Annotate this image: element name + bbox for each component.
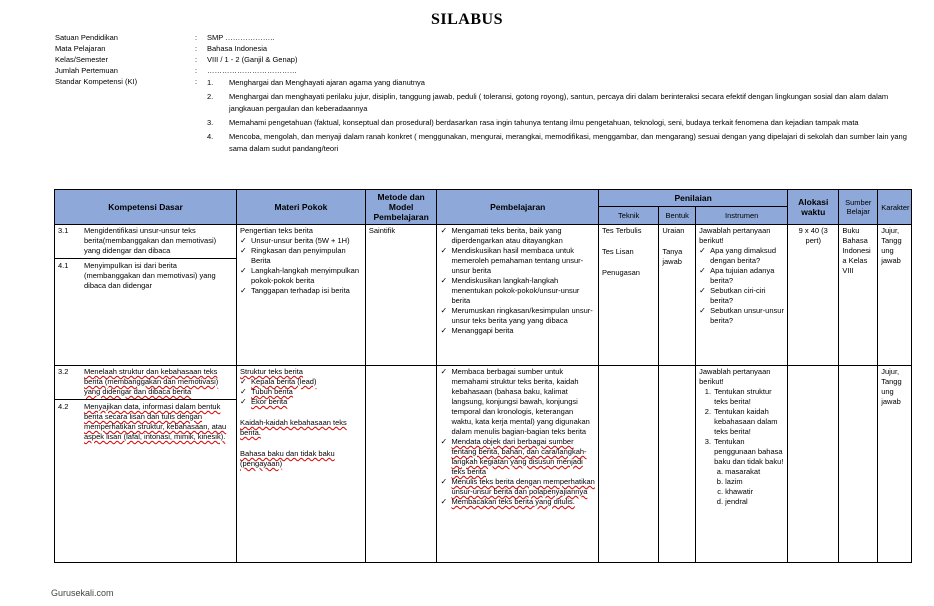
cell-bentuk	[659, 366, 696, 563]
instrumen-intro: Jawablah pertanyaan berikut!	[699, 226, 771, 245]
list-item: 3. Tentukan penggunaan bahasa baku dan tidak baku!	[713, 437, 784, 467]
header-instrumen: Instrumen	[696, 207, 788, 225]
cell-teknik	[599, 366, 659, 563]
ki-number: 3.	[207, 118, 214, 127]
list-item: ✓ Mendiskusikan langkah-langkah menentukan pokok-pokok/unsur-unsur berita	[440, 276, 595, 306]
list-item: ✓ Menulis teks berita dengan memperhatikan unsur-unsur berita dan polapenyajiannya	[440, 477, 595, 497]
info-colon: :	[195, 77, 198, 86]
info-value: VIII / 1 - 2 (Ganjil & Genap)	[207, 55, 298, 64]
header-materi-pokok: Materi Pokok	[237, 190, 366, 225]
ki-text: Mencoba, mengolah, dan menyaji dalam ranah konkret ( menggunakan, mengurai, merangkai, memodifikasi, menggambar, dan mengarang) sesuai dengan yang dipelajari di sekolah dan sumber lain yang sama dalam sudut pandang/teori	[229, 132, 907, 153]
ki-item	[207, 131, 917, 155]
cell-pembelajaran	[437, 366, 599, 563]
materi-title: Struktur teks berita	[240, 367, 303, 376]
teknik-item: Penugasan	[602, 268, 640, 277]
cell-kompetensi-dasar	[55, 366, 237, 563]
list-item: ✓ Merumuskan ringkasan/kesimpulan unsur-unsur teks berita yang yang dibaca	[440, 306, 595, 326]
ki-text: Menghargai dan menghayati perilaku jujur, disiplin, tanggung jawab, peduli ( toleransi, gotong royong), santun, percaya diri dalam berinteraksi secara efektif dengan lingkungan sosial dan alam dalam jangkauan pergaulan dan keberadaannya	[229, 92, 889, 113]
list-item: b. lazim	[725, 477, 784, 487]
list-item: ✓ Mengamati teks berita, baik yang diperdengarkan atau ditayangkan	[440, 226, 595, 246]
info-row-mapel	[55, 44, 915, 55]
kd-number: 3.1	[58, 226, 69, 235]
list-item: ✓ Langkah-langkah menyimpulkan pokok-pokok berita	[240, 266, 362, 286]
table-row	[55, 225, 912, 366]
document-title: SILABUS	[431, 11, 503, 28]
table-row	[55, 366, 912, 563]
header-kompetensi-dasar: Kompetensi Dasar	[55, 190, 237, 225]
list-item: 2. Tentukan kaidah kebahasaan dalam teks berita!	[713, 407, 784, 437]
list-item: ✓ Tanggapan terhadap isi berita	[240, 286, 362, 296]
identity-block	[55, 33, 915, 157]
list-item: ✓ Ringkasan dan penyimpulan Berita	[240, 246, 362, 266]
materi-paragraph: Bahasa baku dan tidak baku (pengayaan)	[240, 449, 335, 468]
list-item: ✓ Tubuh berita	[240, 387, 362, 397]
list-item: ✓ Membacakan teks berita yang ditulis.	[440, 497, 595, 507]
ki-item	[207, 117, 917, 129]
list-item: ✓ Unsur-unsur berita (5W + 1H)	[240, 236, 362, 246]
header-karakter: Karakter	[878, 190, 912, 225]
info-label: Jumlah Pertemuan	[55, 66, 118, 75]
list-item: ✓ Apa yang dimaksud dengan berita?	[699, 246, 784, 266]
info-row-satuan	[55, 33, 915, 44]
kd-text: Menyajikan data, informasi dalam bentuk berita secara lisan dan tulis dengan memperhatikan struktur, kebahasaan, atau aspek lisan (lafal, intonasi, mimik, kinesik).	[84, 402, 227, 441]
ki-number: 2.	[207, 92, 214, 101]
list-item: ✓ Membaca berbagai sumber untuk memahami struktur teks berita, kaidah kebahasaan (bahasa baku, kalimat langsung, konjungsi bawah, konjungsi temporal dan kronologis, keterangan waktu, kata kerja mental) yang digunakan dalam menulis bagian-bagian teks berita	[440, 367, 595, 437]
ki-list	[207, 77, 917, 155]
materi-paragraph: Kaidah-kaidah kebahasaan teks berita.	[240, 418, 347, 437]
ki-item	[207, 77, 917, 89]
bentuk-item: Tanya jawab	[662, 247, 683, 266]
info-value: SMP ………………..	[207, 33, 275, 42]
list-item: ✓ Sebutkan ciri-ciri berita?	[699, 286, 784, 306]
list-item: ✓ Menanggapi berita	[440, 326, 595, 336]
footer-watermark: Gurusekali.com	[51, 588, 114, 598]
cell-teknik	[599, 225, 659, 366]
cell-instrumen	[696, 366, 788, 563]
bentuk-item: Uraian	[662, 226, 685, 235]
info-colon: :	[195, 55, 198, 64]
kd-number: 4.1	[58, 261, 69, 270]
list-item: d. jendral	[725, 497, 784, 507]
cell-metode	[365, 366, 437, 563]
cell-pembelajaran	[437, 225, 599, 366]
header-penilaian: Penilaian	[599, 190, 788, 207]
list-item: ✓ Ekor berita	[240, 397, 362, 407]
header-alokasi-waktu: Alokasi waktu	[788, 190, 839, 225]
cell-metode: Saintifik	[365, 225, 437, 366]
cell-sumber-belajar: Buku Bahasa Indonesi a Kelas VIII	[839, 225, 878, 366]
syllabus-table	[54, 189, 912, 563]
info-colon: :	[195, 44, 198, 53]
kd-text: Mengidentifikasi unsur-unsur teks berita(membanggakan dan memotivasi) yang didengar dan dibaca	[84, 226, 217, 255]
ki-text: Memahami pengetahuan (faktual, konseptual dan prosedural) berdasarkan rasa ingin tahunya tentang ilmu pengetahuan, teknologi, seni, budaya terkait fenomena dan kejadian tampak mata	[229, 118, 859, 127]
instrumen-intro: Jawablah pertanyaan berikut!	[699, 367, 771, 386]
cell-karakter: Jujur, Tangg ung jawab	[878, 366, 912, 563]
info-label: Kelas/Semester	[55, 55, 108, 64]
header-bentuk: Bentuk	[659, 207, 696, 225]
cell-instrumen	[696, 225, 788, 366]
kd-text: Menelaah struktur dan kebahasaan teks berita (membanggakan dan memotivasi) yang didengar dan dibaca berita	[84, 367, 219, 396]
ki-number: 1.	[207, 78, 214, 87]
ki-text: Menghargai dan Menghayati ajaran agama yang dianutnya	[229, 78, 425, 87]
info-colon: :	[195, 66, 198, 75]
list-item: c. khawatir	[725, 487, 784, 497]
header-metode: Metode dan Model Pembelajaran	[365, 190, 437, 225]
kd-number: 4.2	[58, 402, 69, 411]
info-value: ………………………………	[207, 66, 297, 75]
info-label: Standar Kompetensi (KI)	[55, 77, 138, 86]
cell-materi-pokok	[237, 225, 366, 366]
list-item: ✓ Sebutkan unsur-unsur berita?	[699, 306, 784, 326]
cell-alokasi-waktu	[788, 366, 839, 563]
cell-sumber-belajar	[839, 366, 878, 563]
header-teknik: Teknik	[599, 207, 659, 225]
header-pembelajaran: Pembelajaran	[437, 190, 599, 225]
materi-title: Pengertian teks berita	[240, 226, 313, 235]
teknik-item: Tes Terbulis	[602, 226, 642, 235]
ki-item	[207, 91, 917, 115]
info-colon: :	[195, 33, 198, 42]
info-label: Satuan Pendidikan	[55, 33, 118, 42]
kd-text: Menyimpulkan isi dari berita (membanggakan dan memotivasi) yang dibaca dan didengar	[84, 261, 216, 290]
cell-kompetensi-dasar	[55, 225, 237, 366]
info-value: Bahasa Indonesia	[207, 44, 268, 53]
list-item: ✓ Kepala berita (lead)	[240, 377, 362, 387]
cell-materi-pokok	[237, 366, 366, 563]
cell-bentuk	[659, 225, 696, 366]
cell-alokasi-waktu: 9 x 40 (3 pert)	[788, 225, 839, 366]
cell-karakter: Jujur, Tangg ung jawab	[878, 225, 912, 366]
info-row-pertemuan	[55, 66, 915, 77]
teknik-item: Tes Lisan	[602, 247, 634, 256]
info-label: Mata Pelajaran	[55, 44, 106, 53]
kd-number: 3.2	[58, 367, 69, 376]
list-item: ✓ Mendiskusikan hasil membaca untuk memeroleh pemahaman tentang unsur-unsur berita	[440, 246, 595, 276]
info-row-ki	[55, 77, 915, 155]
list-item: ✓ Mendata objek dari berbagai sumber tentang berita, bahan, dan cara/langkah-langkah kegiatan yang disusun menjadi teks berita	[440, 437, 595, 477]
ki-number: 4.	[207, 132, 214, 141]
list-item: a. masarakat	[725, 467, 784, 477]
list-item: 1. Tentukan struktur teks berita!	[713, 387, 784, 407]
header-sumber-belajar: Sumber Belajar	[839, 190, 878, 225]
info-row-kelas	[55, 55, 915, 66]
list-item: ✓ Apa tujuian adanya berita?	[699, 266, 784, 286]
